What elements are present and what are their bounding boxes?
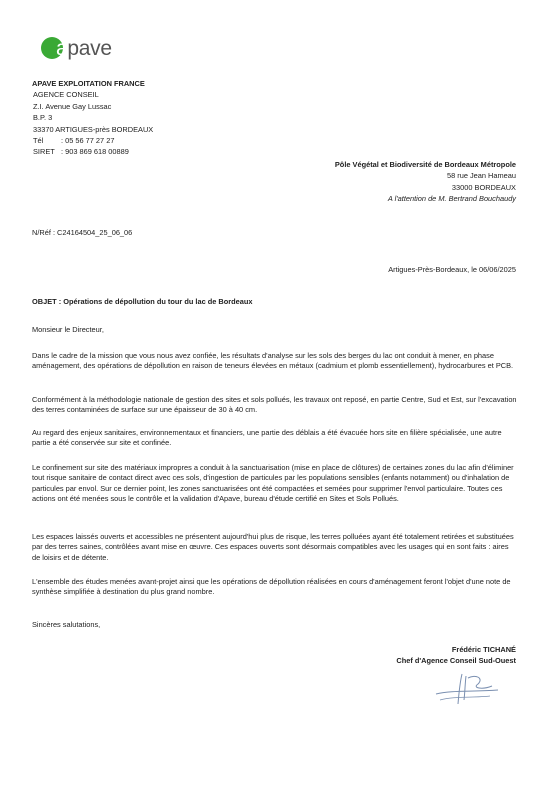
sender-phone: [32, 135, 153, 146]
phone-label: Tél: [33, 136, 44, 146]
recipient-city: 33000 BORDEAUX: [451, 182, 516, 192]
recipient-address-block: [335, 159, 516, 205]
sender-address-line-3: 33370 ARTIGUES-près BORDEAUX: [33, 124, 154, 134]
closing-salutation: Sincères salutations,: [32, 620, 101, 629]
handwritten-signature: [432, 670, 502, 710]
recipient-name: Pôle Végétal et Biodiversité de Bordeaux Métropole: [334, 160, 516, 169]
sender-company: APAVE EXPLOITATION FRANCE: [32, 79, 145, 88]
letter-subject: OBJET : Opérations de dépollution du tour du lac de Bordeaux: [32, 297, 253, 306]
body-paragraph: Au regard des enjeux sanitaires, environnementaux et financiers, une partie des déblais a été évacuée hors site en filière spécialisée, une autre partie a été conservée sur site et confinée.: [32, 428, 502, 448]
signer-name: Frédéric TICHANÉ: [451, 645, 516, 654]
date-line: Artigues-Près-Bordeaux, le 06/06/2025: [388, 265, 516, 274]
sender-address-block: [32, 78, 153, 158]
body-paragraph: Les espaces laissés ouverts et accessibles ne présentent aujourd'hui plus de risque, les terres polluées ayant été totalement retirées et substituées par des terres saines, contrôlées avant mise en œuvre. Ces espaces ouverts sont désormais compatibles avec les usages qui en sont faits : aires de loisirs et de détente.: [32, 532, 514, 562]
body-paragraph: Dans le cadre de la mission que vous nous avez confiée, les résultats d'analyse sur les sols des berges du lac ont conduit à mener, en phase aménagement, des opérations de dépollution en raison de teneurs élevées en métaux (cadmium et plomb essentiellement), hydrocarbures et PCB.: [32, 351, 514, 371]
apave-logo: [40, 35, 120, 63]
sender-address-line-1: Z.I. Avenue Gay Lussac: [33, 101, 112, 111]
salutation: Monsieur le Directeur,: [32, 325, 104, 334]
signer-title: Chef d'Agence Conseil Sud-Ouest: [396, 656, 516, 666]
phone-value: : 05 56 77 27 27: [61, 136, 115, 146]
sender-agency: AGENCE CONSEIL: [33, 90, 99, 100]
sender-siret: [32, 146, 153, 157]
signer-block: [396, 644, 516, 667]
recipient-street: 58 rue Jean Hameau: [446, 171, 516, 181]
siret-label: SIRET: [33, 147, 55, 157]
body-paragraph: L'ensemble des études menées avant-projet ainsi que les opérations de dépollution réalisées en cours d'aménagement feront l'objet d'une note de synthèse simplifiée à destination du plus grand nombre.: [32, 577, 511, 597]
reference-number: N/Réf : C24164504_25_06_06: [32, 228, 133, 237]
siret-value: : 903 869 618 00889: [61, 147, 129, 157]
logo-wordmark: apave: [56, 37, 112, 60]
body-paragraph: Le confinement sur site des matériaux impropres a conduit à la sanctuarisation (mise en place de clôtures) de certaines zones du lac afin d'éliminer tout risque sanitaire de contact direct avec ces sols, d'ingestion de particules par les populations sensibles (enfants notamment) ou d'inhalation de particules par envol. Sur ce dernier point, les zones sanctuarisées ont été compactées et semées pour supprimer l'envol particulaire. Toutes ces actions ont été menées sous le contrôle et la validation d'Apave, bureau d'étude certifié en Sites et Sols Pollués.: [32, 463, 514, 504]
recipient-attention: A l'attention de M. Bertrand Bouchaudy: [387, 194, 516, 204]
body-paragraph: Conformément à la méthodologie nationale de gestion des sites et sols pollués, les travaux ont reposé, en partie Centre, Sud et Est, sur l'excavation des terres contaminées de surface sur une épaisseur de 30 à 40 cm.: [32, 395, 517, 415]
sender-address-line-2: B.P. 3: [33, 113, 53, 123]
